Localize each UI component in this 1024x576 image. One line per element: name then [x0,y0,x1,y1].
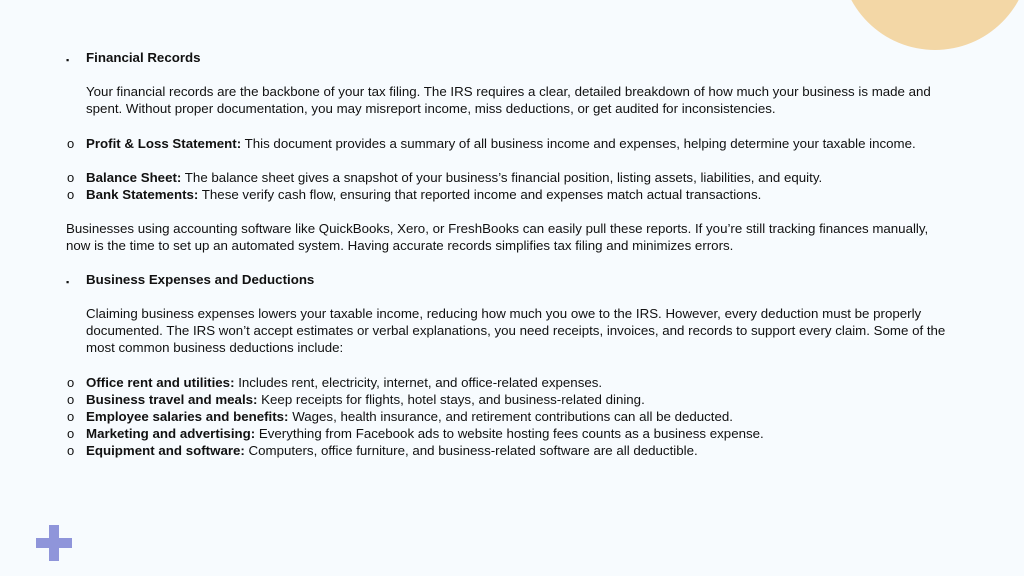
section-intro-business-expenses: Claiming business expenses lowers your taxable income, reducing how much you owe to the IRS. However, every deduction must be properly documented. The IRS won’t accept estimates or verbal explanations, you need receipts, invoices, and records to support every claim. Some of the most common business deductions include: [86,306,946,355]
section-heading-financial-records: Financial Records [86,50,201,65]
circle-bullet: o [67,136,75,151]
circle-bullet: o [67,375,75,390]
list-item-balance-sheet: Balance Sheet: The balance sheet gives a snapshot of your business’s financial position, listing assets, liabilities, and equity. [86,170,823,185]
square-bullet: ▪ [66,55,70,65]
circle-bullet: o [67,170,75,185]
circle-bullet: o [67,443,75,458]
list-item-bank-statements: Bank Statements: These verify cash flow, ensuring that reported income and expenses match actual transactions. [86,187,762,202]
circle-bullet: o [67,409,75,424]
list-item-employee-salaries: Employee salaries and benefits: Wages, health insurance, and retirement contributions can all be deducted. [86,409,733,424]
section-heading-business-expenses: Business Expenses and Deductions [86,272,315,287]
circle-bullet: o [67,392,75,407]
closing-paragraph: Businesses using accounting software like QuickBooks, Xero, or FreshBooks can easily pull these reports. If you’re still tracking finances manually, now is the time to set up an automated system. Having accurate records simplifies tax filing and minimizes errors. [66,221,929,253]
corner-blob-decoration [840,0,1024,50]
square-bullet: ▪ [66,277,70,287]
list-item-office-rent: Office rent and utilities: Includes rent, electricity, internet, and office-related expenses. [86,375,603,390]
list-item-profit-loss: Profit & Loss Statement: This document provides a summary of all business income and expenses, helping determine your taxable income. [86,136,916,151]
circle-bullet: o [67,187,75,202]
list-item-business-travel: Business travel and meals: Keep receipts for flights, hotel stays, and business-related dining. [86,392,645,407]
list-item-equipment: Equipment and software: Computers, office furniture, and business-related software are all deductible. [86,443,698,458]
section-intro-financial-records: Your financial records are the backbone of your tax filing. The IRS requires a clear, detailed breakdown of how much your business is made and spent. Without proper documentation, you may misreport income, miss deductions, or get audited for inconsistencies. [86,84,931,116]
circle-bullet: o [67,426,75,441]
plus-icon [36,525,72,561]
list-item-marketing: Marketing and advertising: Everything from Facebook ads to website hosting fees counts as a business expense. [86,426,764,441]
